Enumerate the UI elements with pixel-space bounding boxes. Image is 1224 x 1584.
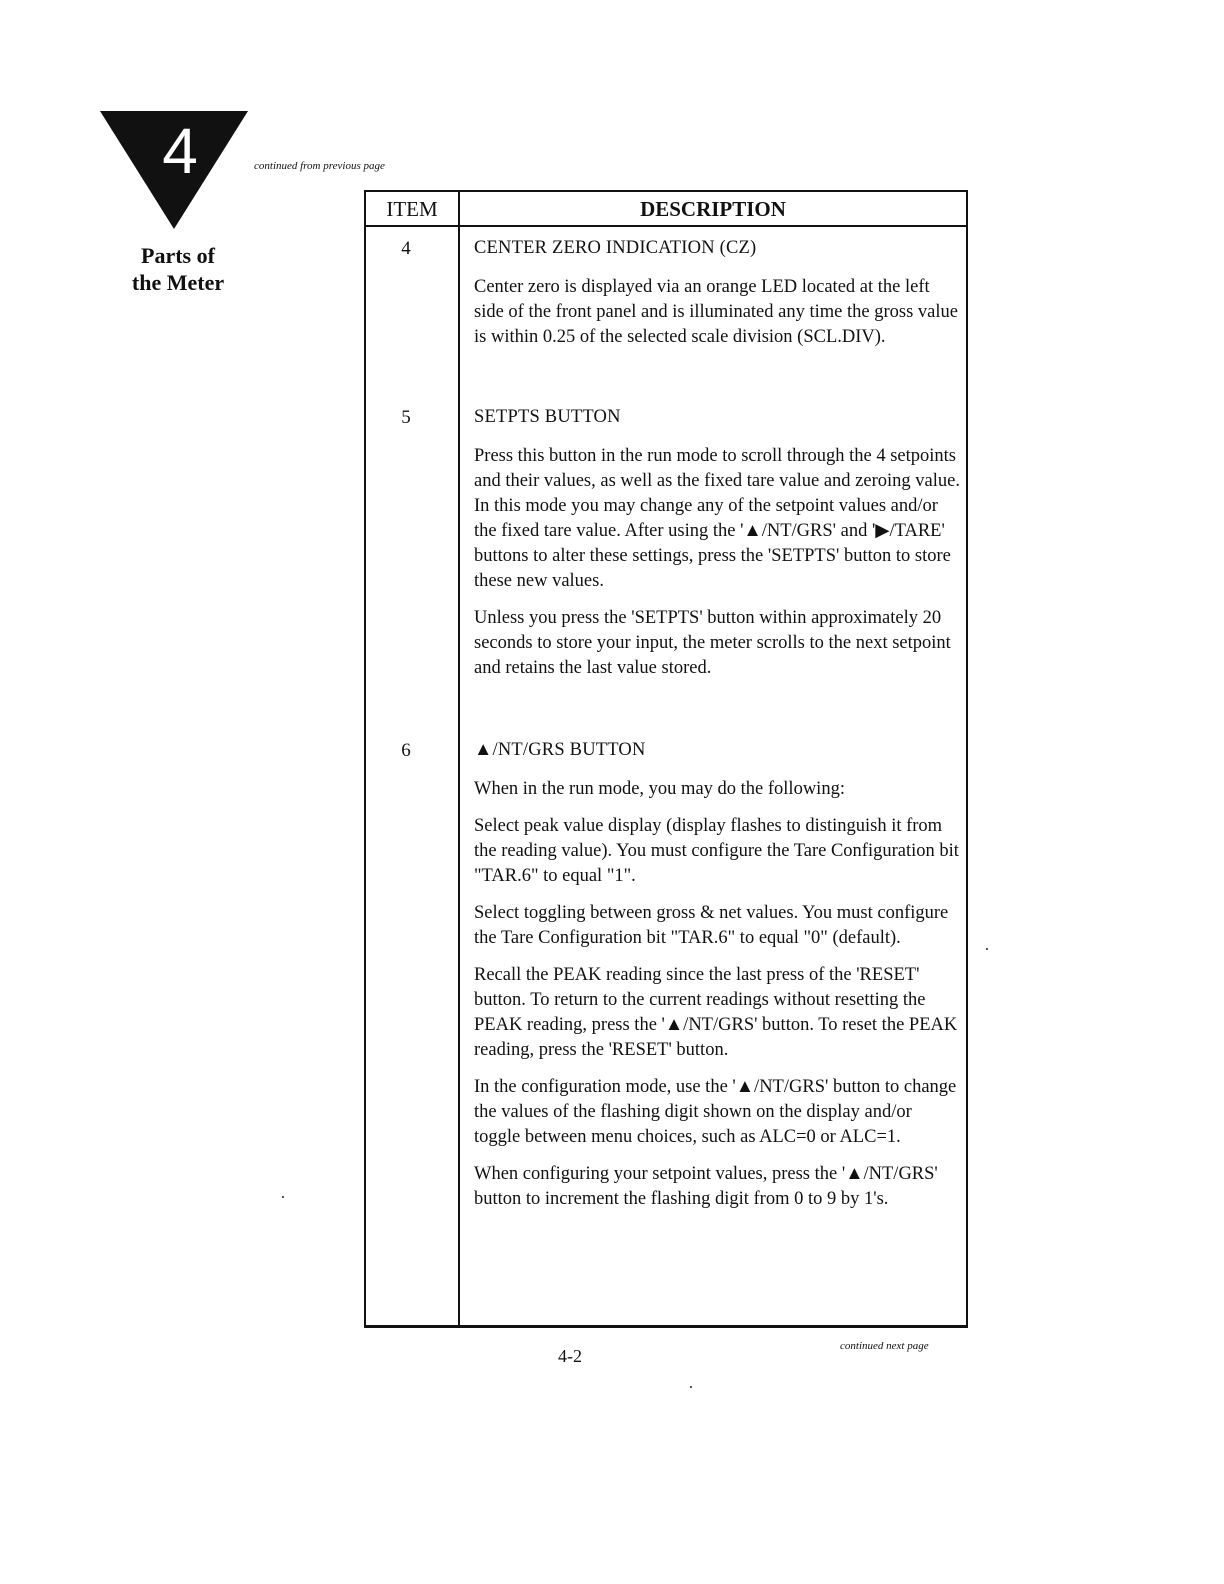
item-description (474, 405, 960, 693)
item-paragraph: Center zero is displayed via an orange LED located at the left side of the front panel and is illuminated any time the gross value is within 0.25 of the selected scale division (SCL.DIV). (474, 277, 958, 347)
chapter-number: 4 (162, 115, 198, 187)
parts-table (364, 190, 968, 1328)
item-paragraph: Unless you press the 'SETPTS' button within approximately 20 seconds to store your input, the meter scrolls to the next setpoint and retains the last value stored. (474, 608, 951, 678)
page-number: 4-2 (558, 1346, 582, 1366)
item-title: SETPTS BUTTON (474, 407, 621, 427)
item-number: 5 (401, 407, 411, 428)
item-number: 4 (401, 238, 411, 259)
section-title-line2: the Meter (131, 270, 225, 295)
column-divider (458, 192, 460, 1325)
continued-next-note: continued next page (840, 1340, 929, 1352)
scan-speck (282, 1196, 284, 1198)
item-paragraph: When in the run mode, you may do the following: (474, 779, 845, 799)
item-title: CENTER ZERO INDICATION (CZ) (474, 238, 757, 258)
item-paragraph: Press this button in the run mode to scroll through the 4 setpoints and their values, as well as the fixed tare value and zeroing value. In this mode you may change any of the setpoint values and/or the fixed tare value. After using the '▲/NT/GRS' and '▶/TARE' buttons to alter these settings, press the 'SETPTS' button to store these new values. (474, 446, 960, 591)
header-rule (366, 225, 966, 227)
item-paragraph: Select peak value display (display flashes to distinguish it from the reading value). You must configure the Tare Configuration bit "TAR.6" to equal "1". (474, 816, 959, 886)
item-paragraph: When configuring your setpoint values, press the '▲/NT/GRS' button to increment the flashing digit from 0 to 9 by 1's. (474, 1164, 938, 1209)
item-paragraph: Recall the PEAK reading since the last press of the 'RESET' button. To return to the current readings without resetting the PEAK reading, press the '▲/NT/GRS' button. To reset the PEAK reading, press the 'RESET' button. (474, 965, 958, 1060)
continued-from-note: continued from previous page (254, 160, 385, 172)
section-title-line1: Parts of (141, 243, 215, 268)
item-description (474, 738, 960, 1224)
item-title: ▲/NT/GRS BUTTON (474, 740, 646, 760)
scan-speck (690, 1386, 692, 1388)
item-number: 6 (401, 740, 411, 761)
column-header-description: DESCRIPTION (640, 197, 786, 221)
item-paragraph: In the configuration mode, use the '▲/NT/GRS' button to change the values of the flashing digit shown on the display and/or toggle between menu choices, such as ALC=0 or ALC=1. (474, 1077, 957, 1147)
section-title (112, 242, 244, 296)
item-description (474, 236, 960, 362)
scan-speck (986, 948, 988, 950)
column-header-item: ITEM (386, 197, 438, 221)
item-paragraph: Select toggling between gross & net values. You must configure the Tare Configuration bit "TAR.6" to equal "0" (default). (474, 903, 949, 948)
